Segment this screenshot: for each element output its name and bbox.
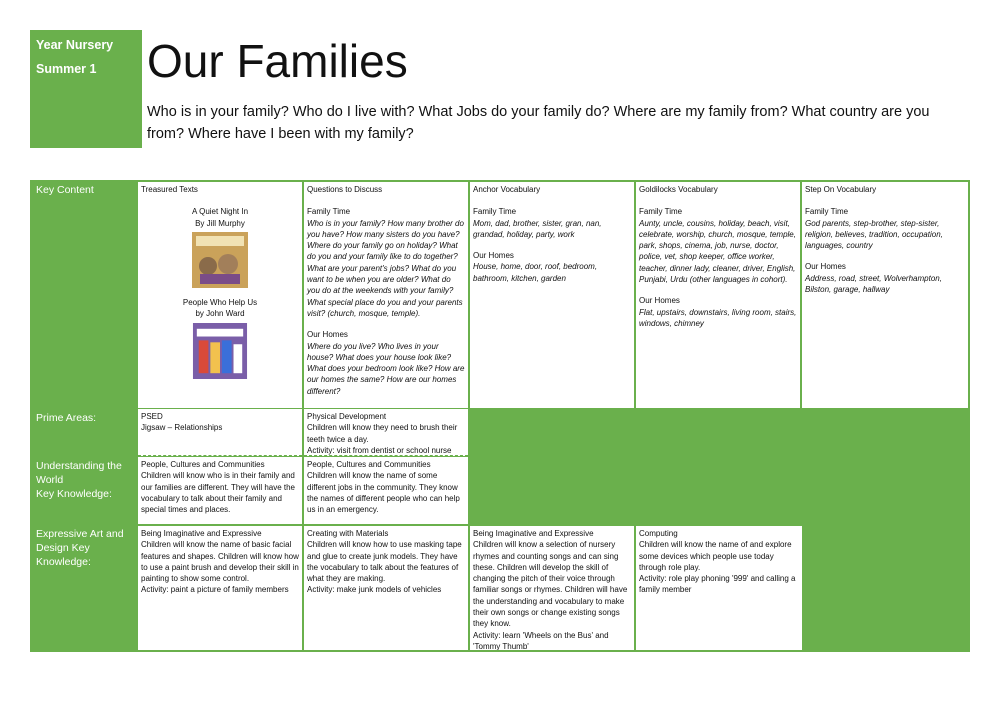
questions-head: Questions to Discuss <box>307 185 383 194</box>
understanding-cell-2 <box>304 457 468 524</box>
understanding-1-head: People, Cultures and Communities <box>141 460 265 469</box>
expressive-4-head: Computing <box>639 529 678 538</box>
anchor-family-time-text: Mom, dad, brother, sister, gran, nan, grandad, holiday, party, work <box>473 218 602 239</box>
goldilocks-family-time-head: Family Time <box>639 207 683 217</box>
row-label-expressive: Expressive Art and Design Key Knowledge: <box>36 528 124 568</box>
physical-text: Children will know they need to brush their teeth twice a day. <box>307 423 458 444</box>
treasured-texts-cell <box>138 182 302 408</box>
expressive-1-text: Children will know the name of basic facial features and shapes. Children will know how to use a paint brush and develop their skill in painting to show some control. <box>141 540 299 584</box>
expressive-1-activity: Activity: paint a picture of family members <box>141 585 289 595</box>
anchor-family-time-head: Family Time <box>473 207 517 217</box>
row-label-prime-areas: Prime Areas: <box>36 412 97 424</box>
anchor-vocab-cell <box>470 182 634 408</box>
physical-activity: Activity: visit from dentist or school nurse <box>307 445 452 455</box>
step-on-head: Step On Vocabulary <box>805 185 877 194</box>
expressive-3-text: Children will know a selection of nursery rhymes and counting songs and can sing these. Children will develop the skill of changing the pitch of their voice through familiar songs or rhymes. Children will have the understanding and vocabulary to make their own songs or change existing songs they know. <box>473 540 628 629</box>
understanding-2-head: People, Cultures and Communities <box>307 460 431 469</box>
expressive-cell-1 <box>138 526 302 650</box>
expressive-3-activity: Activity: learn 'Wheels on the Bus' and 'Tommy Thumb' <box>473 630 609 650</box>
term-label: Summer 1 <box>36 62 97 76</box>
expressive-4-text: Children will know the name of and explore some devices which people use today through role play. <box>639 540 792 572</box>
questions-cell <box>304 182 468 408</box>
page-subtitle: Who is in your family? Who do I live with? What Jobs do your family do? Where are my family from? What country are you from? Where have I been with my family? <box>147 104 930 142</box>
page-title: Our Families <box>147 35 408 87</box>
psed-cell <box>138 409 302 456</box>
goldilocks-family-time-text: Aunty, uncle, cousins, holiday, beach, visit, celebrate, worship, church, mosque, temple, park, shops, cinema, job, nurse, doctor, police, vet, shop keeper, office worker, teacher, dinner lady, cleaner, driver, English, Punjabi, Urdu (other languages in cohort). <box>639 218 796 285</box>
curriculum-grid <box>30 180 970 652</box>
understanding-2-text: Children will know the name of some different jobs in the community. They know the names of different people who can help us in an emergency. <box>307 471 460 515</box>
expressive-3-head: Being Imaginative and Expressive <box>473 529 594 538</box>
book-cover-people-who-help-image <box>192 323 248 379</box>
row-label-key-content: Key Content <box>36 184 94 196</box>
questions-homes-text: Where do you live? Who lives in your house? What does your house look like? What does your bedroom look like? How are our homes the same? How are our homes different? <box>307 341 465 396</box>
psed-text: Jigsaw – Relationships <box>141 423 223 433</box>
step-on-homes-text: Address, road, street, Wolverhampton, Bilston, garage, hallway <box>805 273 942 295</box>
understanding-cell-1 <box>138 457 302 524</box>
anchor-homes-text: House, home, door, roof, bedroom, bathroom, kitchen, garden <box>473 262 598 283</box>
expressive-2-head: Creating with Materials <box>307 529 389 538</box>
understanding-1-text: Children will know who is in their family and our families are different. They will have the vocabulary to talk about their family and special times and places. <box>141 471 296 515</box>
book1-author: By Jill Murphy <box>195 218 245 228</box>
expressive-cell-3 <box>470 526 634 650</box>
book-cover-quiet-night-image <box>192 232 248 288</box>
book1-title: A Quiet Night In <box>191 207 249 217</box>
step-on-vocab-cell <box>802 182 968 408</box>
goldilocks-head: Goldilocks Vocabulary <box>639 185 718 194</box>
questions-family-time-head: Family Time <box>307 207 351 217</box>
expressive-cell-2 <box>304 526 468 650</box>
psed-head: PSED <box>141 412 163 421</box>
step-on-family-time-text: God parents, step-brother, step-sister, religion, believes, tradition, occupation, languages, country <box>805 218 943 251</box>
expressive-2-text: Children will know how to use masking tape and glue to create junk models. They have the vocabulary to talk about the features of what they are making. <box>307 540 462 584</box>
row-label-understanding: Understanding the World Key Knowledge: <box>36 460 122 500</box>
questions-family-time-text: Who is in your family? How many brother do you have? How many sisters do you have? Where do your family go on holiday? What do you and your family like to do together? What are your parent's jobs? What do you want to be when you are older? What do you do at the weekends with your family? What special place do you and your parents visit? (church, mosque, temple). <box>307 218 464 318</box>
treasured-texts-head: Treasured Texts <box>141 185 198 194</box>
physical-head: Physical Development <box>307 412 387 421</box>
year-term-box <box>30 30 142 148</box>
anchor-homes-head: Our Homes <box>473 251 514 261</box>
book2-author: by John Ward <box>195 309 245 319</box>
year-label: Year Nursery <box>36 38 114 52</box>
goldilocks-homes-text: Flat, upstairs, downstairs, living room, stairs, windows, chimney <box>639 307 797 328</box>
expressive-4-activity: Activity: role play phoning '999' and calling a family member <box>639 574 796 595</box>
step-on-family-time-head: Family Time <box>805 207 849 217</box>
step-on-homes-head: Our Homes <box>805 262 846 272</box>
book2-title: People Who Help Us <box>182 298 258 308</box>
expressive-cell-4 <box>636 526 802 650</box>
expressive-2-activity: Activity: make junk models of vehicles <box>307 585 442 595</box>
anchor-head: Anchor Vocabulary <box>473 185 541 194</box>
expressive-1-head: Being Imaginative and Expressive <box>141 529 262 538</box>
questions-homes-head: Our Homes <box>307 330 348 340</box>
goldilocks-homes-head: Our Homes <box>639 296 680 306</box>
physical-cell <box>304 409 468 456</box>
goldilocks-vocab-cell <box>636 182 800 408</box>
